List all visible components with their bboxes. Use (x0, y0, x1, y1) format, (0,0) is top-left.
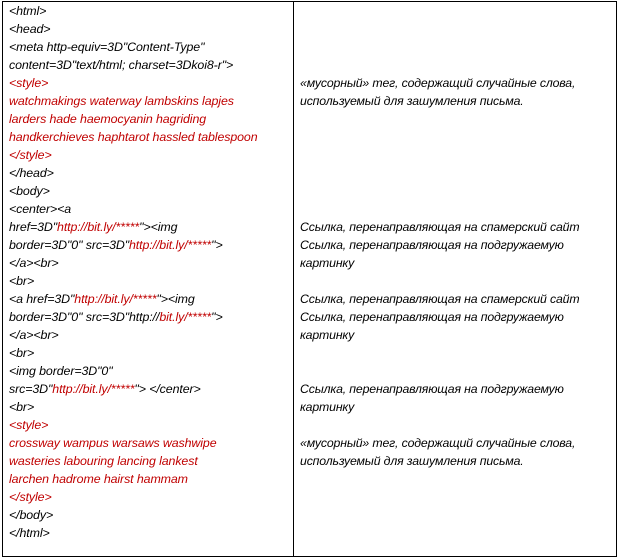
note-image-link: картинку (300, 256, 355, 270)
code-line (9, 236, 291, 254)
spacer (300, 344, 616, 362)
code-line (9, 290, 291, 308)
code-text: border=3D"0" src=3D"http:// (9, 310, 160, 324)
note-junk-style: «мусорный» тег, содержащий случайные слова, (300, 76, 576, 90)
code-text: "> </center> (134, 382, 201, 396)
explanation-column (300, 2, 616, 470)
spacer (300, 200, 616, 218)
junk-words-line: handkerchieves haphtarot hassled tablespoon (9, 130, 258, 144)
code-line: <br> (9, 274, 35, 288)
code-line-style-open: <style> (9, 76, 49, 90)
code-line: </a><br> (9, 256, 59, 270)
code-line: content=3D"text/html; charset=3Dkoi8-r"> (9, 58, 234, 72)
code-line (9, 308, 291, 326)
note-image-link: Ссылка, перенаправляющая на подгружаемую (300, 310, 564, 324)
note-image-link: Ссылка, перенаправляющая на подгружаемую (300, 238, 564, 252)
note-junk-style: используемый для зашумления письма. (300, 94, 524, 108)
junk-words-line: wasteries labouring lancing lankest (9, 454, 198, 468)
code-text: src=3D" (9, 382, 53, 396)
note-spam-link: Ссылка, перенаправляющая на спамерский сайт (300, 292, 580, 306)
code-line-style-close: </style> (9, 490, 52, 504)
code-text: "> (211, 310, 223, 324)
note-image-link: картинку (300, 328, 355, 342)
code-text: href=3D" (9, 220, 58, 234)
note-spam-link: Ссылка, перенаправляющая на спамерский сайт (300, 220, 580, 234)
image-url: http://bit.ly/***** (129, 238, 212, 252)
junk-words-line: larders hade haemocyanin hagriding (9, 112, 207, 126)
code-line: </a><br> (9, 328, 59, 342)
code-line: <head> (9, 22, 51, 36)
spacer (300, 38, 616, 56)
spacer (300, 164, 616, 182)
code-line: <body> (9, 184, 50, 198)
spam-url: http://bit.ly/***** (57, 220, 140, 234)
note-image-link: картинку (300, 400, 355, 414)
column-divider (293, 1, 294, 557)
note-junk-style: используемый для зашумления письма. (300, 454, 524, 468)
code-line (9, 218, 291, 236)
code-text: "> (211, 238, 223, 252)
code-text: "><img (156, 292, 195, 306)
spacer (300, 128, 616, 146)
image-url: bit.ly/***** (159, 310, 212, 324)
spacer (300, 272, 616, 290)
code-line: <html> (9, 4, 47, 18)
spacer (300, 362, 616, 380)
junk-words-line: crossway wampus warsaws washwipe (9, 436, 217, 450)
spacer (300, 20, 616, 38)
html-code-column (9, 2, 291, 542)
junk-words-line: watchmakings waterway lambskins lapjes (9, 94, 234, 108)
code-text: <a href=3D" (9, 292, 75, 306)
code-text: border=3D"0" src=3D" (9, 238, 130, 252)
code-line: <center><a (9, 202, 72, 216)
spam-url: http://bit.ly/***** (74, 292, 157, 306)
image-url: http://bit.ly/***** (52, 382, 135, 396)
spacer (300, 182, 616, 200)
code-line-style-close: </style> (9, 148, 52, 162)
spacer (300, 416, 616, 434)
code-line: <br> (9, 400, 35, 414)
code-line-style-open: <style> (9, 418, 49, 432)
spacer (300, 146, 616, 164)
code-line: </body> (9, 508, 54, 522)
code-line: <meta http-equiv=3D"Content-Type" (9, 40, 205, 54)
note-junk-style: «мусорный» тег, содержащий случайные слова, (300, 436, 576, 450)
code-line: <img border=3D"0" (9, 364, 113, 378)
code-line: </head> (9, 166, 54, 180)
code-line (9, 380, 291, 398)
code-line: </html> (9, 526, 50, 540)
spacer (300, 110, 616, 128)
junk-words-line: larchen hadrome hairst hammam (9, 472, 188, 486)
code-text: "><img (139, 220, 178, 234)
code-line: <br> (9, 346, 35, 360)
spacer (300, 2, 616, 20)
note-image-link: Ссылка, перенаправляющая на подгружаемую (300, 382, 564, 396)
spacer (300, 56, 616, 74)
